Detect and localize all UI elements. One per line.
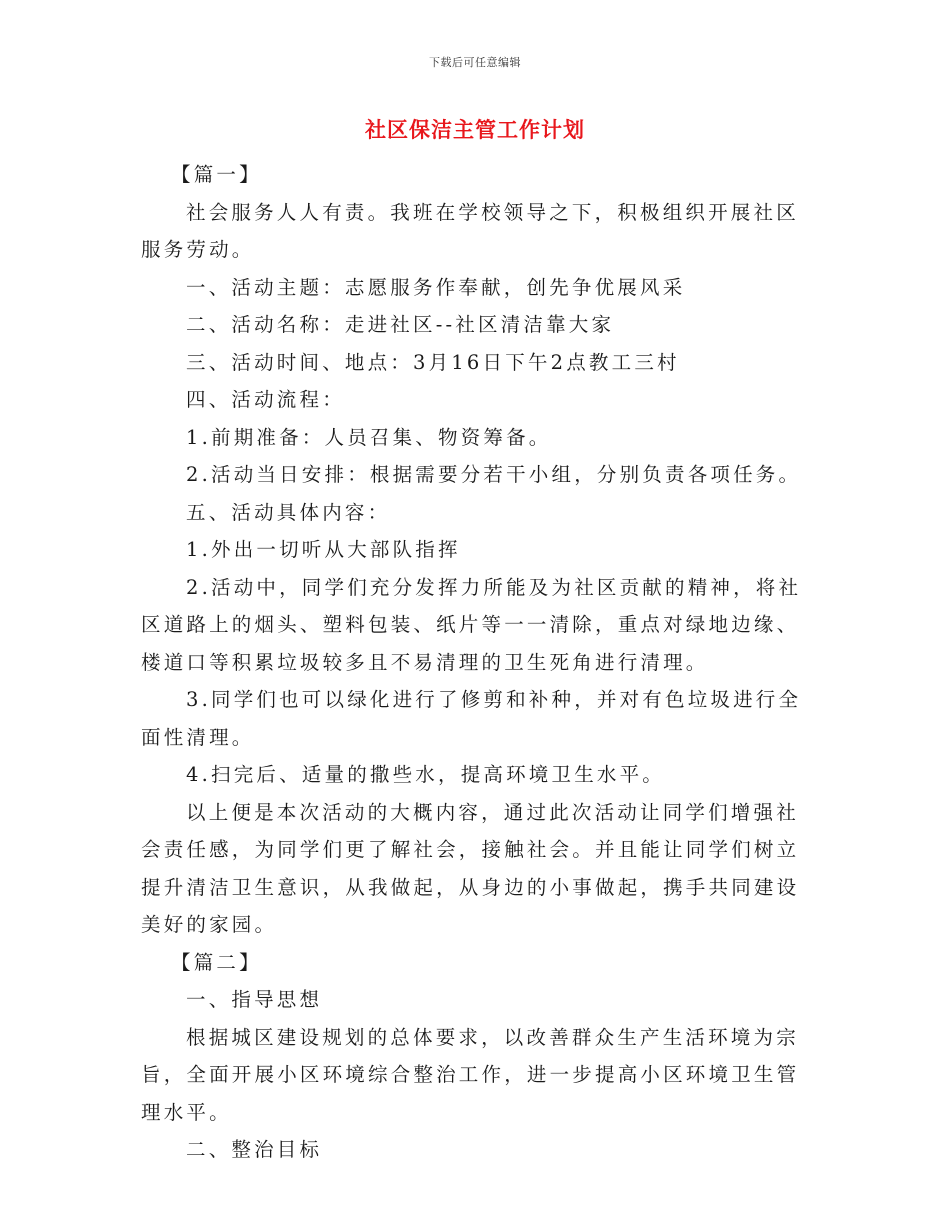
paragraph-rectification-goal: 二、整治目标 <box>186 1138 323 1161</box>
paragraph-summary: 以上便是本次活动的大概内容，通过此次活动让同学们增强社会责任感，为同学们更了解社会，接触社会。并且能让同学们树立提升清洁卫生意识，从我做起，从身边的小事做起，携手共同建设美好的家园。 <box>141 800 800 936</box>
header-note: 下载后可任意编辑 <box>429 56 521 69</box>
paragraph-activity-time-place: 三、活动时间、地点：3月16日下午2点教工三村 <box>186 350 680 374</box>
section-heading-part-two: 【篇二】 <box>171 950 262 974</box>
paragraph-guiding-idea: 一、指导思想 <box>186 988 323 1011</box>
paragraph-activity-name: 二、活动名称：走进社区--社区清洁靠大家 <box>186 313 615 336</box>
paragraph-activity-theme: 一、活动主题：志愿服务作奉献，创先争优展风采 <box>186 275 686 299</box>
section-heading-part-one: 【篇一】 <box>171 163 262 186</box>
paragraph-activity-content: 五、活动具体内容： <box>186 500 391 524</box>
paragraph-flow-step-2: 2.活动当日安排：根据需要分若干小组，分别负责各项任务。 <box>186 463 802 486</box>
paragraph-intro: 社会服务人人有责。我班在学校领导之下，积极组织开展社区服务劳动。 <box>141 200 799 261</box>
document-title: 社区保洁主管工作计划 <box>365 117 585 142</box>
paragraph-content-item-3: 3.同学们也可以绿化进行了修剪和补种，并对有色垃圾进行全面性清理。 <box>141 688 802 749</box>
paragraph-activity-flow: 四、活动流程： <box>186 388 345 411</box>
paragraph-flow-step-1: 1.前期准备：人员召集、物资筹备。 <box>186 425 552 449</box>
paragraph-guiding-idea-body: 根据城区建设规划的总体要求，以改善群众生产生活环境为宗旨，全面开展小区环境综合整治工作，进一步提高小区环境卫生管理水平。 <box>141 1025 800 1124</box>
paragraph-content-item-2: 2.活动中，同学们充分发挥力所能及为社区贡献的精神，将社区道路上的烟头、塑料包装、纸片等一一清除，重点对绿地边缘、楼道口等积累垃圾较多且不易清理的卫生死角进行清理。 <box>141 575 802 674</box>
document-body <box>141 156 809 1169</box>
paragraph-content-item-4: 4.扫完后、适量的撒些水，提高环境卫生水平。 <box>186 763 666 786</box>
paragraph-content-item-1: 1.外出一切听从大部队指挥 <box>186 538 461 561</box>
